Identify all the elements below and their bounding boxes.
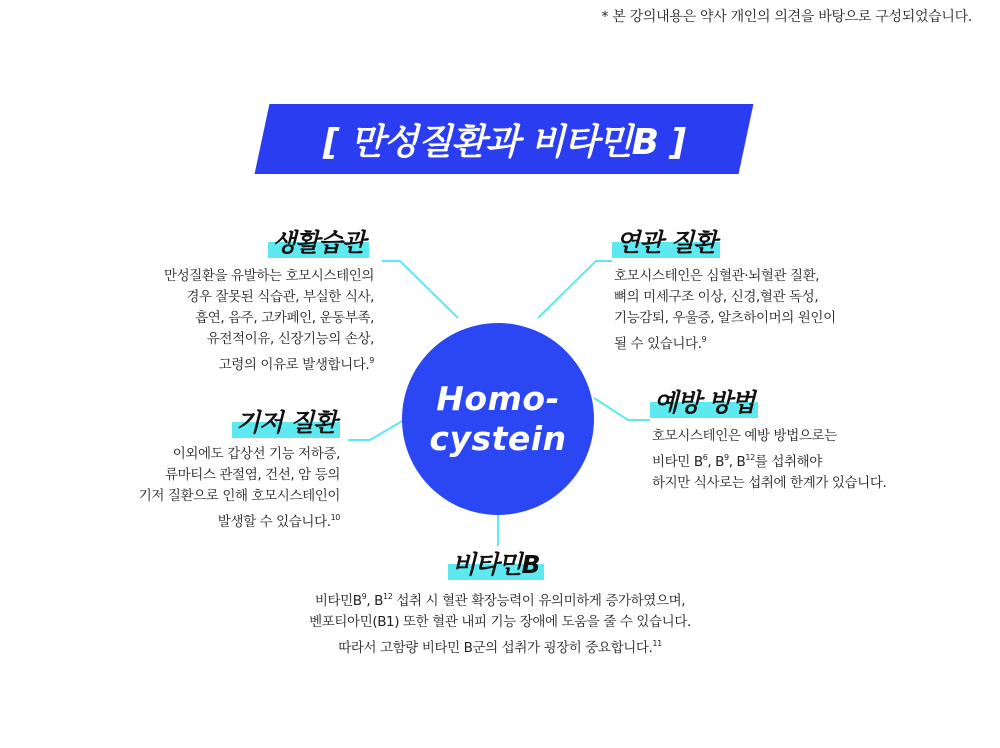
reference-mark: 9: [701, 335, 707, 344]
hub-line-2: cystein: [429, 419, 567, 458]
homocysteine-hub: [402, 323, 594, 515]
node-lifestyle-label: 생활습관: [268, 228, 369, 258]
node-underlying-label: 기저 질환: [232, 408, 340, 438]
node-related-desc: 호모시스테인은 심혈관·뇌혈관 질환, 뼈의 미세구조 이상, 신경,혈관 독성, 기능감퇴, 우울증, 알츠하이머의 원인이 될 수 있습니다.$^9$: [614, 268, 836, 352]
page-title: [ 만성질환과 비타민B ]: [322, 121, 686, 163]
connector-related: [538, 261, 612, 318]
reference-mark: 10: [330, 513, 340, 522]
reference-mark: 9: [369, 356, 374, 365]
node-underlying-desc: 이외에도 갑상선 기능 저하증, 류마티스 관절염, 건선, 암 등의 기저 질환으로 인해 호모시스테인이 발생할 수 있습니다.$^{10}$: [138, 446, 340, 530]
node-vitaminb-desc: 비타민$B^9$, $B^{12}$ 섭취 시 혈관 확장능력이 유의미하게 증가하였으며, 벤포티아민(B1) 또한 혈관 내피 기능 장애에 도움을 줄 수 있습니다. 따라서 고함량 비타민 B군의 섭취가 굉장히 중요합니다.$^{11}$: [309, 592, 691, 656]
node-prevention-label: 예방 방법: [650, 388, 758, 418]
reference-mark: 11: [652, 639, 662, 648]
node-related-label: 연관 질환: [612, 228, 720, 258]
node-vitaminb-label: 비타민B: [448, 550, 544, 580]
node-prevention-desc: 호모시스테인은 예방 방법으로는 비타민 $B^6$, $B^9$, $B^{12}$를 섭취해야 하지만 식사로는 섭취에 한계가 있습니다.: [652, 428, 887, 491]
connector-prevention: [594, 398, 650, 420]
node-lifestyle-desc: 만성질환을 유발하는 호모시스테인의 경우 잘못된 식습관, 부실한 식사, 흡연, 음주, 고카페인, 운동부족, 유전적이유, 신장기능의 손상, 고령의 이유로 발생합니다.$^9$: [163, 268, 374, 373]
connector-lifestyle: [382, 261, 458, 318]
connector-underlying: [348, 420, 404, 440]
disclaimer-note: * 본 강의내용은 약사 개인의 의견을 바탕으로 구성되었습니다.: [601, 9, 972, 25]
hub-line-1: Homo-: [436, 379, 560, 418]
